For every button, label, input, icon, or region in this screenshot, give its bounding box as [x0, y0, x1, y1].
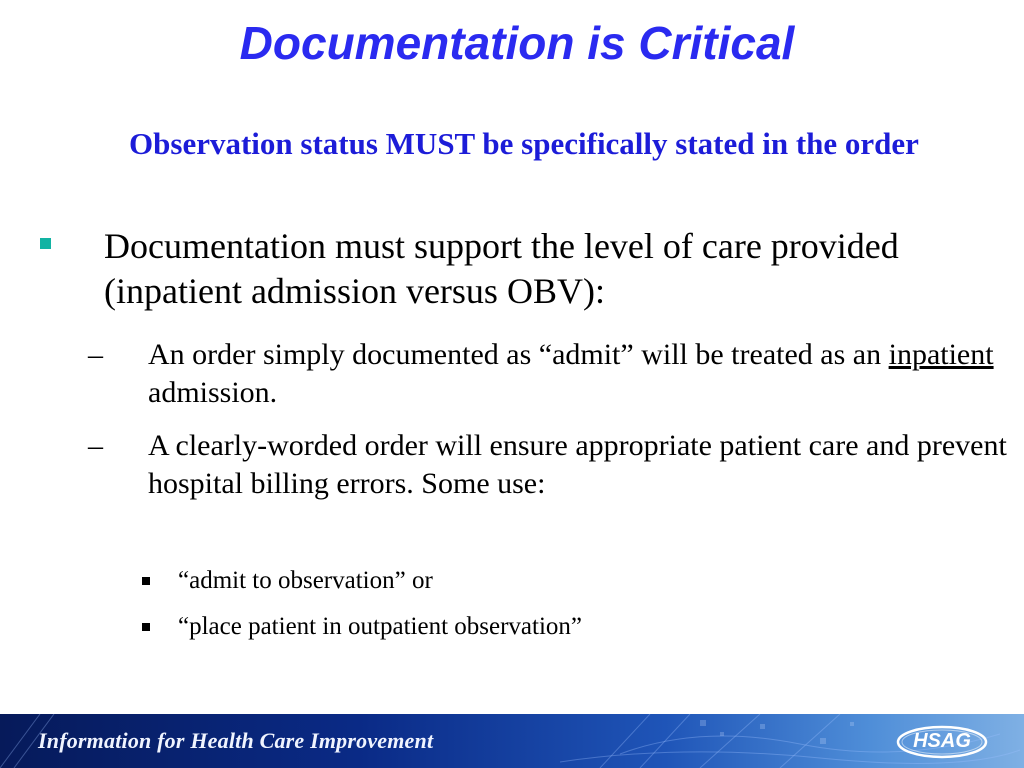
sub-bullet-admit-text-after: admission. [148, 376, 278, 409]
inpatient-underlined: inpatient [888, 338, 994, 371]
footer-banner [0, 714, 1024, 768]
footer-tagline: Information for Health Care Improvement [38, 728, 434, 753]
sub-bullet-admit-text-before: An order simply documented as “admit” will be treated as an [148, 338, 889, 371]
hsag-logo [896, 722, 988, 762]
sub-bullet-clear-order-text: A clearly-worded order will ensure appropriate patient care and prevent hospital billing errors. Some use: [148, 429, 1007, 500]
square-bullet-icon [142, 577, 150, 585]
dash-bullet-icon: – [88, 338, 103, 371]
hsag-logo-text: HSAG [913, 730, 971, 752]
sub-bullet-admit-text [148, 336, 1008, 412]
slide-title: Documentation is Critical [239, 17, 795, 69]
slide-subtitle: Observation status MUST be specifically stated in the order [129, 126, 919, 161]
example-text-1: “admit to observation” or [178, 567, 433, 594]
main-bullet-text: Documentation must support the level of care provided (inpatient admission versus OBV): [104, 226, 899, 311]
square-bullet-icon [40, 238, 51, 249]
square-bullet-icon [142, 623, 150, 631]
dash-bullet-icon: – [88, 429, 103, 462]
example-text-2: “place patient in outpatient observation” [178, 613, 583, 640]
